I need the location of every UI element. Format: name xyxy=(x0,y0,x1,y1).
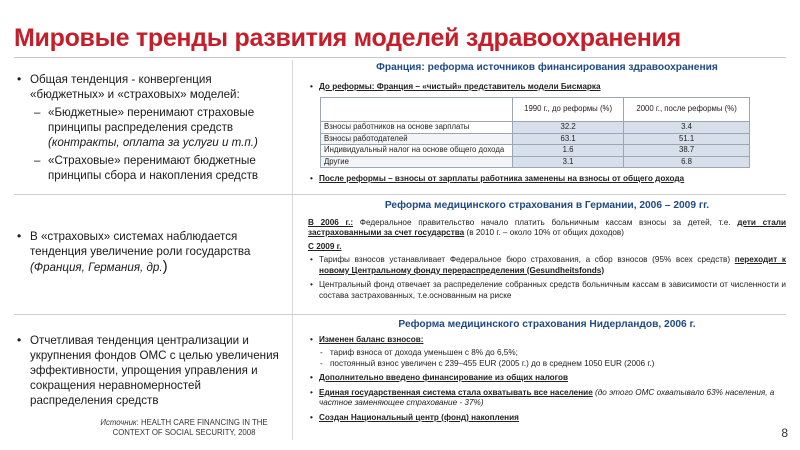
germany-central-fund: • Центральный фонд отвечает за распределение собранных средств больничным кассам в зависимости от численности и состава застрахованных, т.е.основанным на риске xyxy=(308,280,786,301)
table-cell: 6.8 xyxy=(624,156,750,168)
table-cell: Индивидуальный налог на основе общего дохода xyxy=(321,145,513,157)
state-role-note: (Франция, Германия, др. xyxy=(30,261,163,274)
nl-coverage xyxy=(308,388,786,409)
state-role-note-close: ) xyxy=(162,258,168,275)
netherlands-section xyxy=(308,320,786,423)
table-cell: 3.4 xyxy=(624,122,750,134)
table-cell: 32.2 xyxy=(513,122,624,134)
dash-budget-note: (контракты, оплата за услуги и т.п.) xyxy=(48,136,258,149)
table-row xyxy=(321,156,750,168)
table-cell: 3.1 xyxy=(513,156,624,168)
table-cell: 63.1 xyxy=(513,133,624,145)
dash-budget xyxy=(14,105,284,150)
nl-tariff: - тариф взноса от дохода уменьшен с 8% до 6,5%; xyxy=(308,348,786,359)
nl-coverage-note: (до этого ОМС охватывало 63% населения, а частное заменяющее страхование - 37%) xyxy=(319,387,775,407)
table-cell: Взносы работодателей xyxy=(321,133,513,145)
table-header-row xyxy=(321,98,750,122)
nl-balance: • Изменен баланс взносов: xyxy=(308,335,786,346)
table-header-cell: 1990 г., до реформы (%) xyxy=(513,98,624,122)
table-row xyxy=(321,145,750,157)
table-header-cell xyxy=(321,98,513,122)
title-divider xyxy=(14,57,786,58)
source-label: Источник xyxy=(100,418,137,427)
germany-2006 xyxy=(308,218,786,239)
france-table xyxy=(320,97,750,168)
source-text: : HEALTH CARE FINANCING IN THE CONTEXT OF SOCIAL SECURITY, 2008 xyxy=(112,418,268,437)
germany-tariffs xyxy=(308,255,786,276)
table-cell: Взносы работников на основе зарплаты xyxy=(321,122,513,134)
france-title: Франция: реформа источников финансирования здравоохранения xyxy=(376,62,718,73)
dash-budget-text: «Бюджетные» перенимают страховые принципы распределения средств xyxy=(48,106,255,134)
left-block-state-role xyxy=(14,229,284,275)
bullet-convergence: • Общая тенденция - конвергенция «бюджетных» и «страховых» моделей: xyxy=(14,72,284,102)
france-section xyxy=(308,63,786,185)
table-cell: Другие xyxy=(321,156,513,168)
dash-insurance: – «Страховые» перенимают бюджетные принципы сбора и накопления средств xyxy=(14,153,284,183)
row-divider-2 xyxy=(14,314,786,315)
row-divider-1 xyxy=(14,194,786,195)
germany-title: Реформа медицинского страхования в Германии, 2006 – 2009 гг. xyxy=(384,200,710,211)
table-cell: 1.6 xyxy=(513,145,624,157)
left-block-convergence xyxy=(14,72,284,183)
germany-2006-tail: (в 2010 г. – около 10% от общих доходов) xyxy=(464,228,624,237)
france-after: • После реформы – взносы от зарплаты работника заменены на взносы от общего дохода xyxy=(308,174,786,185)
state-role-text: В «страховых» системах наблюдается тенденция увеличение роли государства xyxy=(30,230,251,258)
page-title: Мировые тренды развития моделей здравоохранения xyxy=(14,24,681,52)
table-row xyxy=(321,133,750,145)
netherlands-title: Реформа медицинского страхования Нидерландов, 2006 г. xyxy=(398,319,696,330)
bullet-state-role xyxy=(14,229,284,275)
table-header-cell: 2000 г., после реформы (%) xyxy=(624,98,750,122)
nl-national-center: • Создан Национальный центр (фонд) накопления xyxy=(308,413,786,424)
germany-2006-label: В 2006 г.: xyxy=(308,217,354,227)
nl-taxes: • Дополнительно введено финансирование из общих налогов xyxy=(308,373,786,384)
table-row xyxy=(321,122,750,134)
france-before: • До реформы: Франция – «чистый» представитель модели Бисмарка xyxy=(308,82,786,93)
left-block-centralization xyxy=(14,333,284,408)
germany-2006-underlined: дети стали застрахованными за счет государства xyxy=(308,217,786,237)
germany-tariffs-underlined: переходит к новому Центральному фонду перераспределения (Gesundheitsfonds) xyxy=(319,255,786,275)
germany-tariffs-text: Тарифы взносов устанавливает Федеральное бюро страхования, а сбор взносов (95% всех средств) xyxy=(319,255,735,264)
germany-section xyxy=(308,201,786,301)
germany-2009-label: С 2009 г. xyxy=(308,241,342,251)
nl-coverage-underlined: Единая государственная система стала охватывать все население xyxy=(319,387,593,397)
bullet-centralization: • Отчетливая тенденция централизации и укрупнения фондов ОМС с целью увеличения эффективности, упрощения управления и сокращения неравномерностей распределения средств xyxy=(14,333,284,408)
germany-2006-text: Федеральное правительство начало платить больничным кассам взносы за детей, т.е. xyxy=(353,217,738,227)
table-cell: 38.7 xyxy=(624,145,750,157)
nl-fixed: - постоянный взнос увеличен с 239–455 EUR (2005 г.) до в среднем 1050 EUR (2006 г.) xyxy=(308,359,786,370)
column-divider xyxy=(292,60,293,440)
page-number: 8 xyxy=(781,426,788,440)
source-note xyxy=(84,418,284,438)
table-cell: 51.1 xyxy=(624,133,750,145)
